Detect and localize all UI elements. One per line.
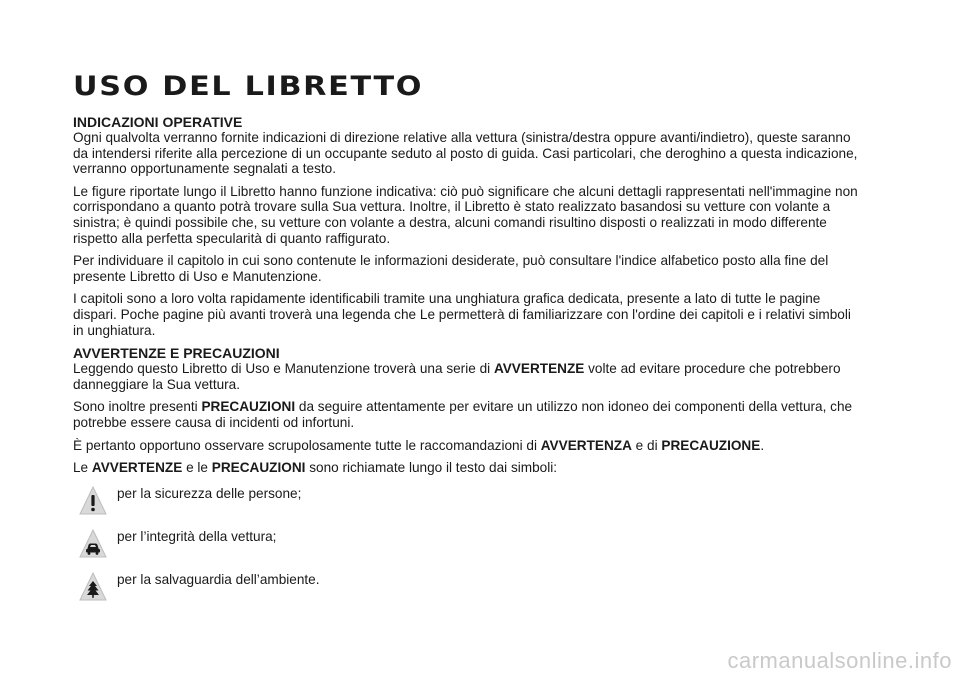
symbol-label: per la salvaguardia dell’ambiente. [117,572,320,588]
text-run: È pertanto opportuno osservare scrupolosamente tutte le raccomandazioni di [73,437,541,453]
section-warnings [73,345,863,476]
symbol-list [73,483,863,605]
keyword-precauzione: PRECAUZIONE [661,437,761,453]
section-operative [73,114,863,338]
paragraph-figures: Le figure riportate lungo il Libretto hanno funzione indicativa: ciò può significare che alcuni dettagli rappresentati nell'immagine non corrispondano a quanto potrà trovare sulla Sua vettura. Inoltre, il Libretto è stato realizzato basandosi su vetture con volante a sinistra; è quindi possibile che, su vetture con volante a destra, alcuni comandi risultino disposti o realizzati in modo differente rispetto alla perfetta specularità di quanto raffigurato. [73,183,858,246]
paragraph-raccomandazioni [73,438,863,454]
keyword-avvertenza: AVVERTENZA [540,437,632,453]
text-run: Le [73,460,92,476]
text-run: Sono inoltre presenti [73,399,202,415]
warning-car-icon [79,529,107,559]
symbol-label: per l’integrità della vettura; [117,529,277,545]
text-run: e di [631,437,662,453]
section-heading-warnings: AVVERTENZE E PRECAUZIONI [73,345,280,362]
section-heading-operative: INDICAZIONI OPERATIVE [73,114,243,130]
paragraph-directions: Ogni qualvolta verranno fornite indicazioni di direzione relative alla vettura (sinistra/destra oppure avanti/indietro), queste saranno da intendersi riferite alla percezione di un occupante seduto al posto di guida. Casi particolari, che deroghino a questa indicazione, verranno opportunamente segnalati a testo. [73,130,858,177]
text-run: . [760,437,765,453]
paragraph-simboli [73,460,863,476]
keyword-precauzioni: PRECAUZIONI [201,399,296,415]
text-run: sono richiamate lungo il testo dai simboli: [305,460,558,476]
warning-environment-icon [79,572,107,602]
text-run: volte ad evitare procedure che potrebbero danneggiare la Sua vettura. [73,361,841,392]
keyword-avvertenze: AVVERTENZE [493,361,585,377]
page-content [73,70,863,612]
watermark: carmanualsonline.info [727,648,952,673]
text-run: e le [182,460,212,476]
text-run: Leggendo questo Libretto di Uso e Manutenzione troverà una serie di [73,361,494,377]
symbol-item-vettura [73,526,863,562]
paragraph-precauzioni [73,399,863,430]
paragraph-index: Per individuare il capitolo in cui sono contenute le informazioni desiderate, può consultare l'indice alfabetico posto alla fine del presente Libretto di Uso e Manutenzione. [73,253,829,284]
page-title: USO DEL LIBRETTO [73,71,424,102]
keyword-precauzioni: PRECAUZIONI [211,460,306,476]
symbol-label: per la sicurezza delle persone; [117,486,302,502]
paragraph-avvertenze [73,361,863,392]
paragraph-chapters: I capitoli sono a loro volta rapidamente identificabili tramite una unghiatura grafica dedicata, presente a lato di tutte le pagine dispari. Poche pagine più avanti troverà una legenda che Le permetterà di familiarizzare con l'ordine dei capitoli e i relativi simboli in unghiatura. [73,291,851,338]
keyword-avvertenze: AVVERTENZE [91,460,183,476]
warning-person-icon [79,486,107,516]
symbol-item-persone [73,483,863,519]
text-run: da seguire attentamente per evitare un utilizzo non idoneo dei componenti della vettura, che potrebbe essere causa di incidenti od infortuni. [73,399,853,430]
symbol-item-ambiente [73,569,863,605]
